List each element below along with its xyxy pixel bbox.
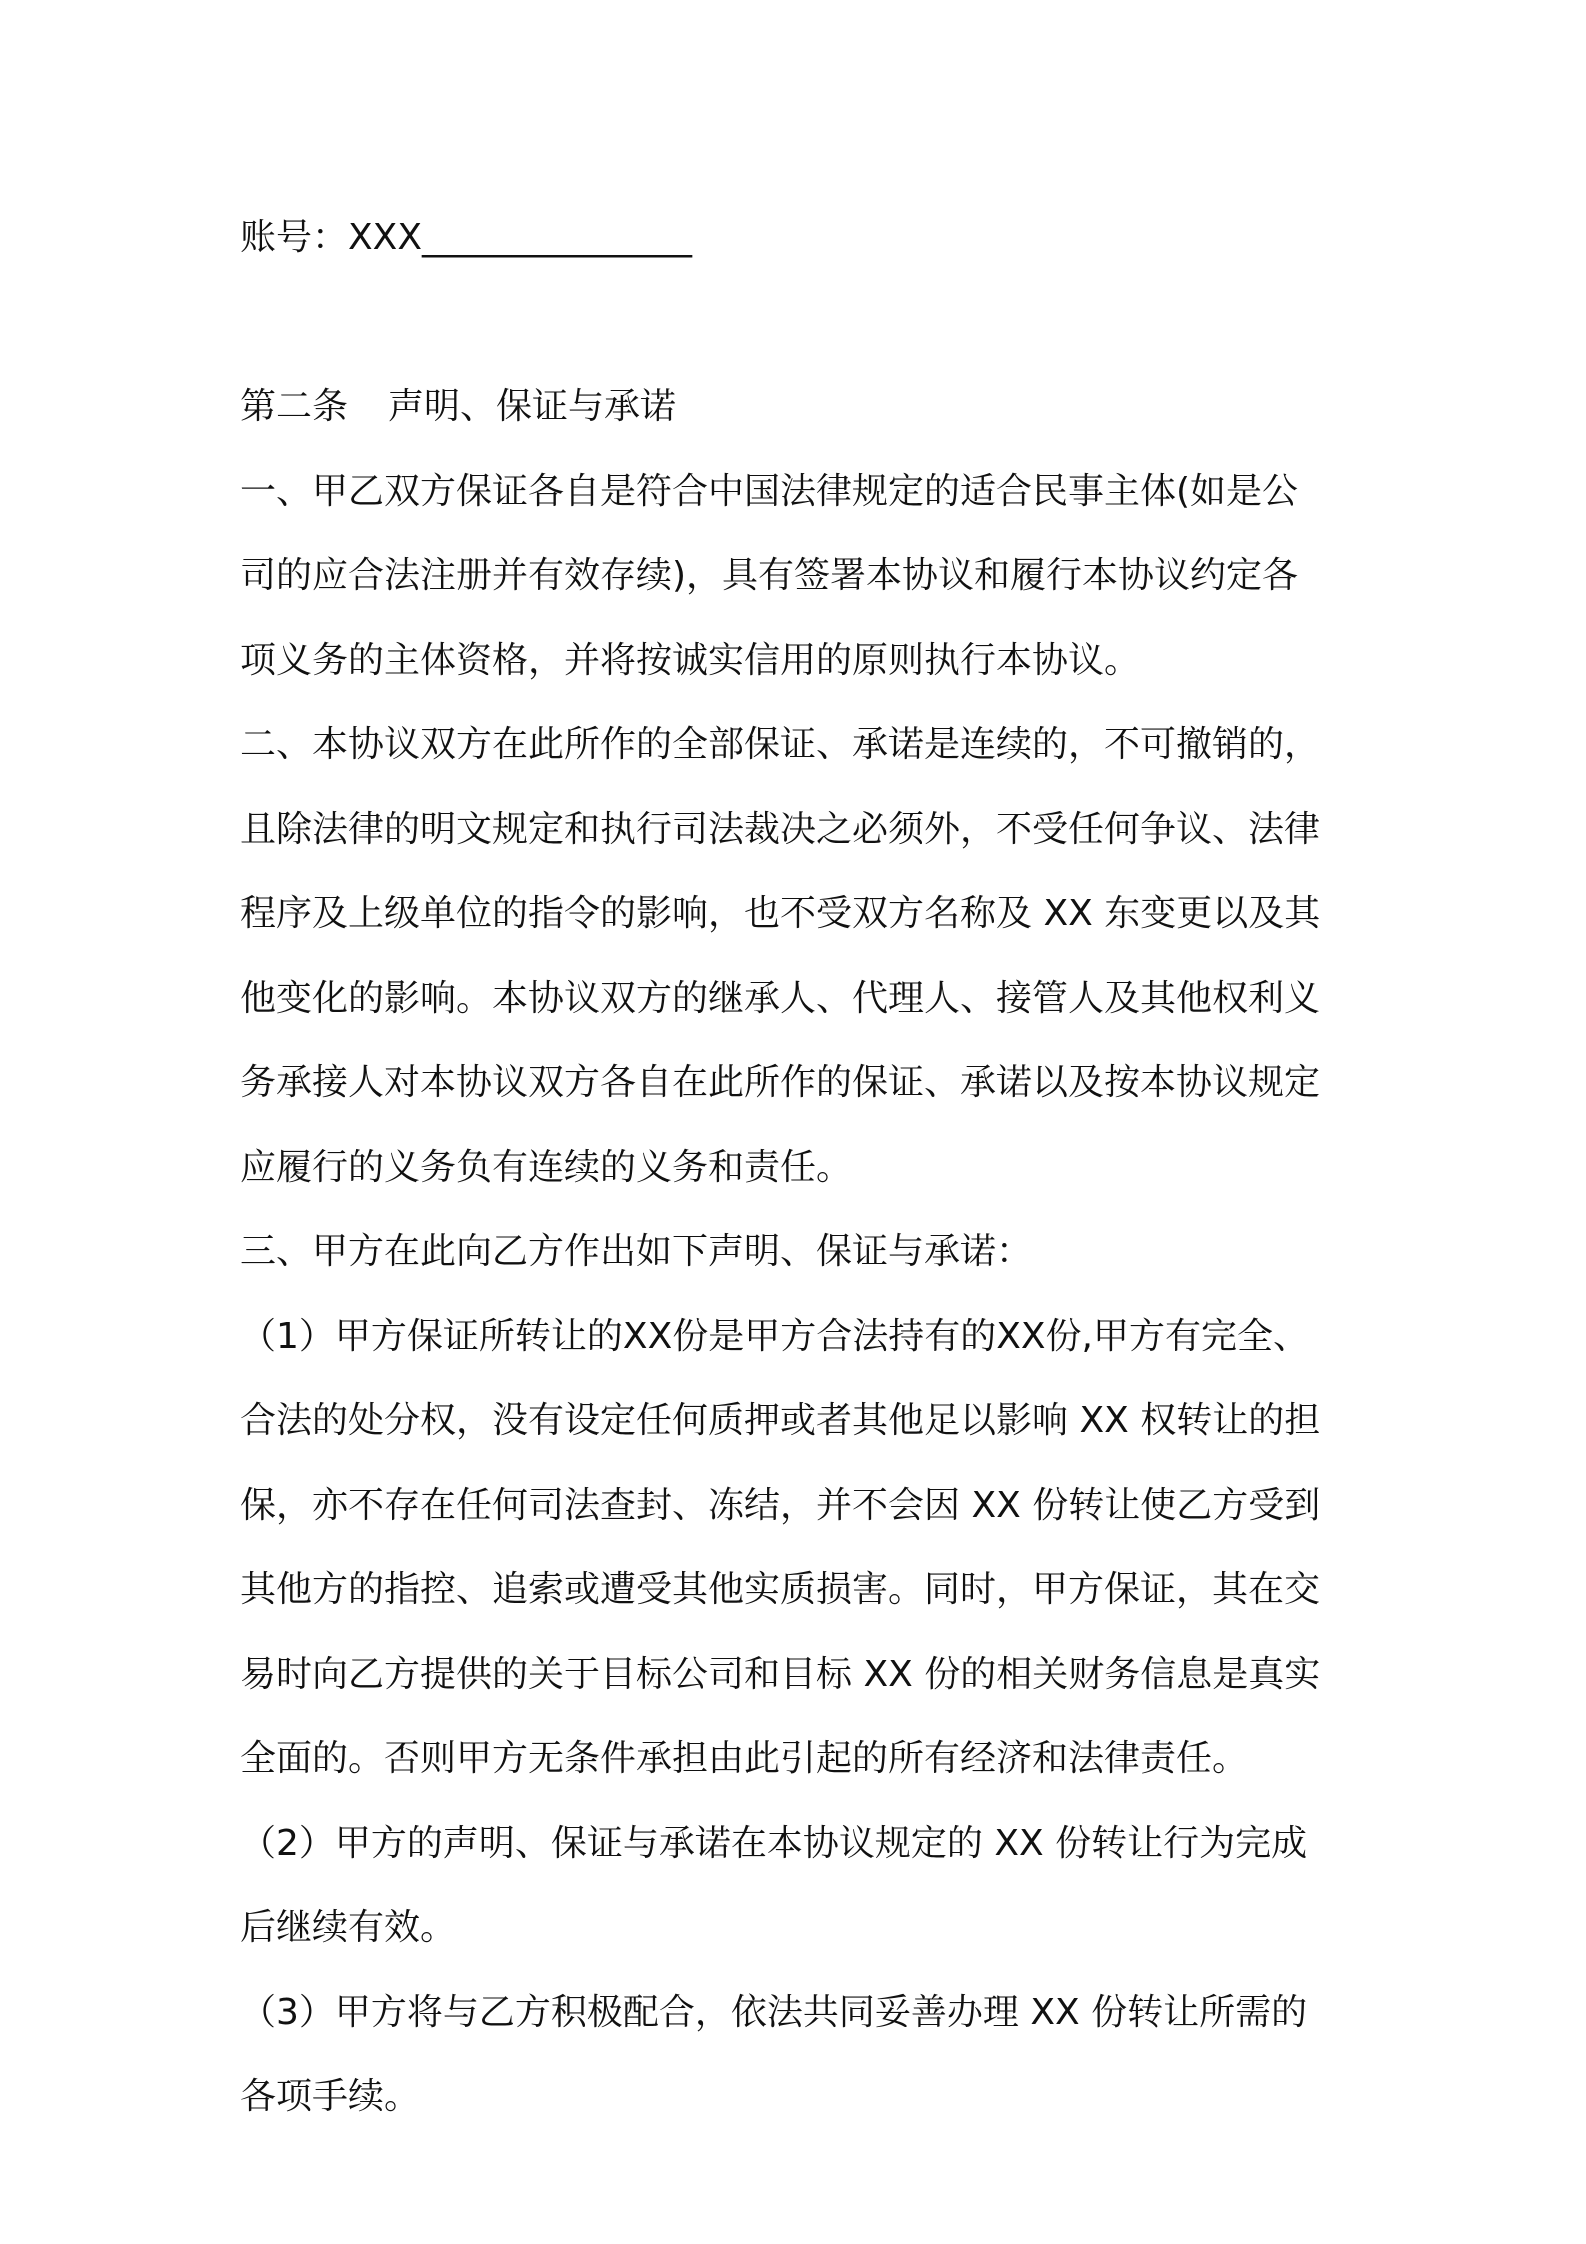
sub-clause-1-line-6: 全面的。否则甲方无条件承担由此引起的所有经济和法律责任。	[240, 1738, 1249, 1779]
document-body	[240, 196, 1360, 2140]
account-line: 账号：XXX_______________	[240, 217, 692, 258]
clause-1-line-2: 司的应合法注册并有效存续)，具有签署本协议和履行本协议约定各	[240, 555, 1299, 596]
clause-3	[240, 1210, 1360, 1295]
sub-clause-3-line-2: 各项手续。	[240, 2076, 421, 2117]
clause-2-line-5: 务承接人对本协议双方各自在此所作的保证、承诺以及按本协议规定	[240, 1062, 1321, 1103]
sub-clause-2-line-1: （2）甲方的声明、保证与承诺在本协议规定的 XX 份转让行为完成	[240, 1822, 1308, 1864]
sub-clause-1-line-3: 保，亦不存在任何司法查封、冻结，并不会因 XX 份转让使乙方受到	[240, 1484, 1321, 1526]
article-heading	[240, 365, 1360, 450]
clause-2-line-6: 应履行的义务负有连续的义务和责任。	[240, 1146, 853, 1188]
sub-clause-3	[240, 1971, 1360, 2140]
sub-clause-3-line-1: （3）甲方将与乙方积极配合，依法共同妥善办理 XX 份转让所需的	[240, 1991, 1308, 2033]
sub-clause-1-line-4: 其他方的指控、追索或遭受其他实质损害。同时，甲方保证，其在交	[240, 1569, 1321, 1610]
sub-clause-2-line-2: 后继续有效。	[240, 1907, 457, 1948]
sub-clause-1-line-2: 合法的处分权，没有设定任何质押或者其他足以影响 XX 权转让的担	[240, 1400, 1321, 1441]
clause-2-line-3: 程序及上级单位的指令的影响，也不受双方名称及 XX 东变更以及其	[240, 893, 1321, 934]
article-title: 声明、保证与承诺	[388, 386, 677, 427]
sub-clause-1	[240, 1295, 1360, 1802]
clause-3-line-1: 三、甲方在此向乙方作出如下声明、保证与承诺：	[240, 1231, 1033, 1272]
sub-clause-1-line-1: （1）甲方保证所转让的XX份是甲方合法持有的XX份,甲方有完全、	[240, 1315, 1309, 1357]
clause-2	[240, 703, 1360, 1210]
clause-2-line-2: 且除法律的明文规定和执行司法裁决之必须外，不受任何争议、法律	[240, 808, 1321, 850]
sub-clause-1-line-5: 易时向乙方提供的关于目标公司和目标 XX 份的相关财务信息是真实	[240, 1653, 1321, 1695]
heading-spacing	[240, 281, 1360, 366]
clause-1-line-3: 项义务的主体资格，并将按诚实信用的原则执行本协议。	[240, 639, 1141, 681]
clause-2-line-4: 他变化的影响。本协议双方的继承人、代理人、接管人及其他权利义	[240, 977, 1321, 1019]
clause-2-line-1: 二、本协议双方在此所作的全部保证、承诺是连续的，不可撤销的，	[240, 724, 1321, 765]
sub-clause-2	[240, 1802, 1360, 1971]
article-number: 第二条	[240, 386, 349, 427]
clause-1	[240, 450, 1360, 704]
clause-1-line-1: 一、甲乙双方保证各自是符合中国法律规定的适合民事主体(如是公	[240, 470, 1299, 512]
